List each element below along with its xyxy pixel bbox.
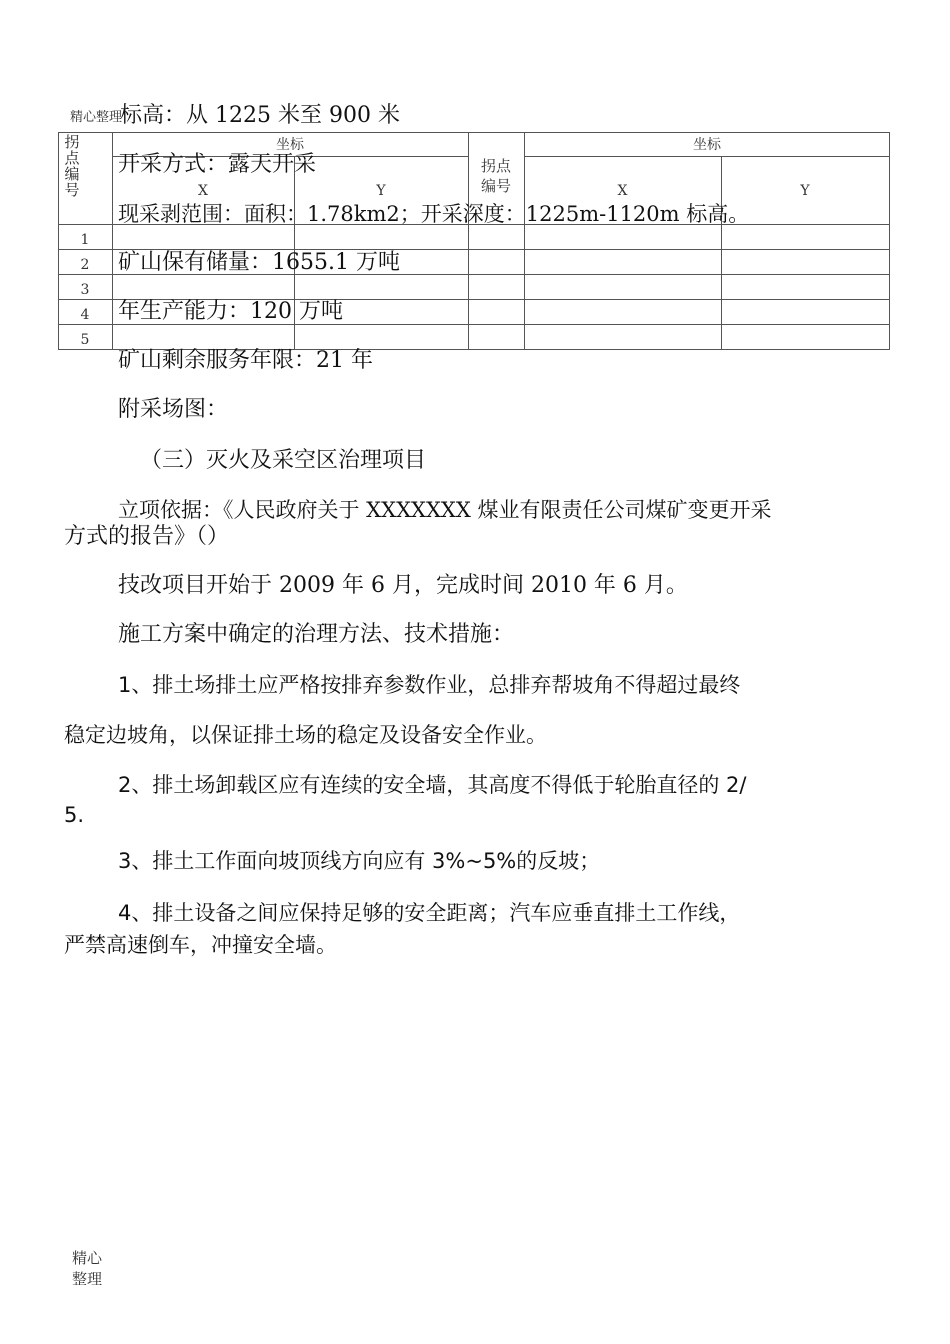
table-header-coordinate-right: 坐标	[693, 137, 721, 153]
mining-method-line: 开采方式：露天开采	[118, 152, 317, 177]
measure-item-2-line-2: 5.	[64, 803, 85, 827]
attachment-line: 附采场图：	[118, 397, 229, 422]
table-header-point-number-right: 拐点编号	[480, 157, 511, 195]
service-life-line: 矿山剩余服务年限：21 年	[118, 348, 373, 373]
table-header-point-number: 拐点编号	[64, 133, 80, 199]
measure-item-3: 3、排土工作面向坡顶线方向应有 3%~5%的反坡；	[118, 849, 601, 873]
table-header-x-right: X	[617, 183, 628, 199]
elevation-line: 标高：从 1225 米至 900 米	[120, 103, 400, 128]
schedule-paragraph: 技改项目开始于 2009 年 6 月，完成时间 2010 年 6 月。	[118, 573, 688, 598]
footer-watermark: 精心整理	[72, 1249, 103, 1288]
project-basis-line-1: 立项依据：《人民政府关于 XXXXXXX 煤业有限责任公司煤矿变更开采	[118, 498, 772, 522]
methods-intro: 施工方案中确定的治理方法、技术措施：	[118, 622, 515, 647]
table-header-coordinate-left: 坐标	[276, 137, 304, 153]
table-row-number: 5	[80, 332, 90, 348]
project-basis-line-2: 方式的报告》（）	[64, 524, 230, 549]
measure-item-2-line-1: 2、排土场卸载区应有连续的安全墙，其高度不得低于轮胎直径的 2/	[118, 773, 747, 797]
capacity-line: 年生产能力：120 万吨	[118, 299, 343, 324]
current-range-line: 现采剥范围：面积：1.78km2；开采深度：1225m-1120m 标高。	[118, 202, 750, 226]
reserves-line: 矿山保有储量：1655.1 万吨	[118, 250, 400, 275]
table-header-y-left: Y	[376, 183, 386, 199]
table-header-x-left: X	[198, 183, 208, 199]
table-row-number: 4	[80, 307, 90, 323]
header-watermark: 精心整理	[70, 110, 123, 125]
measure-item-1-line-1: 1、排土场排土应严格按排弃参数作业，总排弃帮坡角不得超过最终	[118, 673, 741, 697]
section-title: （三）灭火及采空区治理项目	[140, 448, 427, 473]
measure-item-1-line-2: 稳定边坡角，以保证排土场的稳定及设备安全作业。	[64, 723, 547, 747]
table-row-number: 3	[80, 282, 90, 298]
table-header-y-right: Y	[800, 183, 810, 199]
measure-item-4-line-1: 4、排土设备之间应保持足够的安全距离；汽车应垂直排土工作线，	[118, 901, 741, 925]
table-row-number: 2	[80, 257, 90, 273]
table-row-number: 1	[80, 232, 90, 248]
measure-item-4-line-2: 严禁高速倒车，冲撞安全墙。	[64, 933, 337, 957]
